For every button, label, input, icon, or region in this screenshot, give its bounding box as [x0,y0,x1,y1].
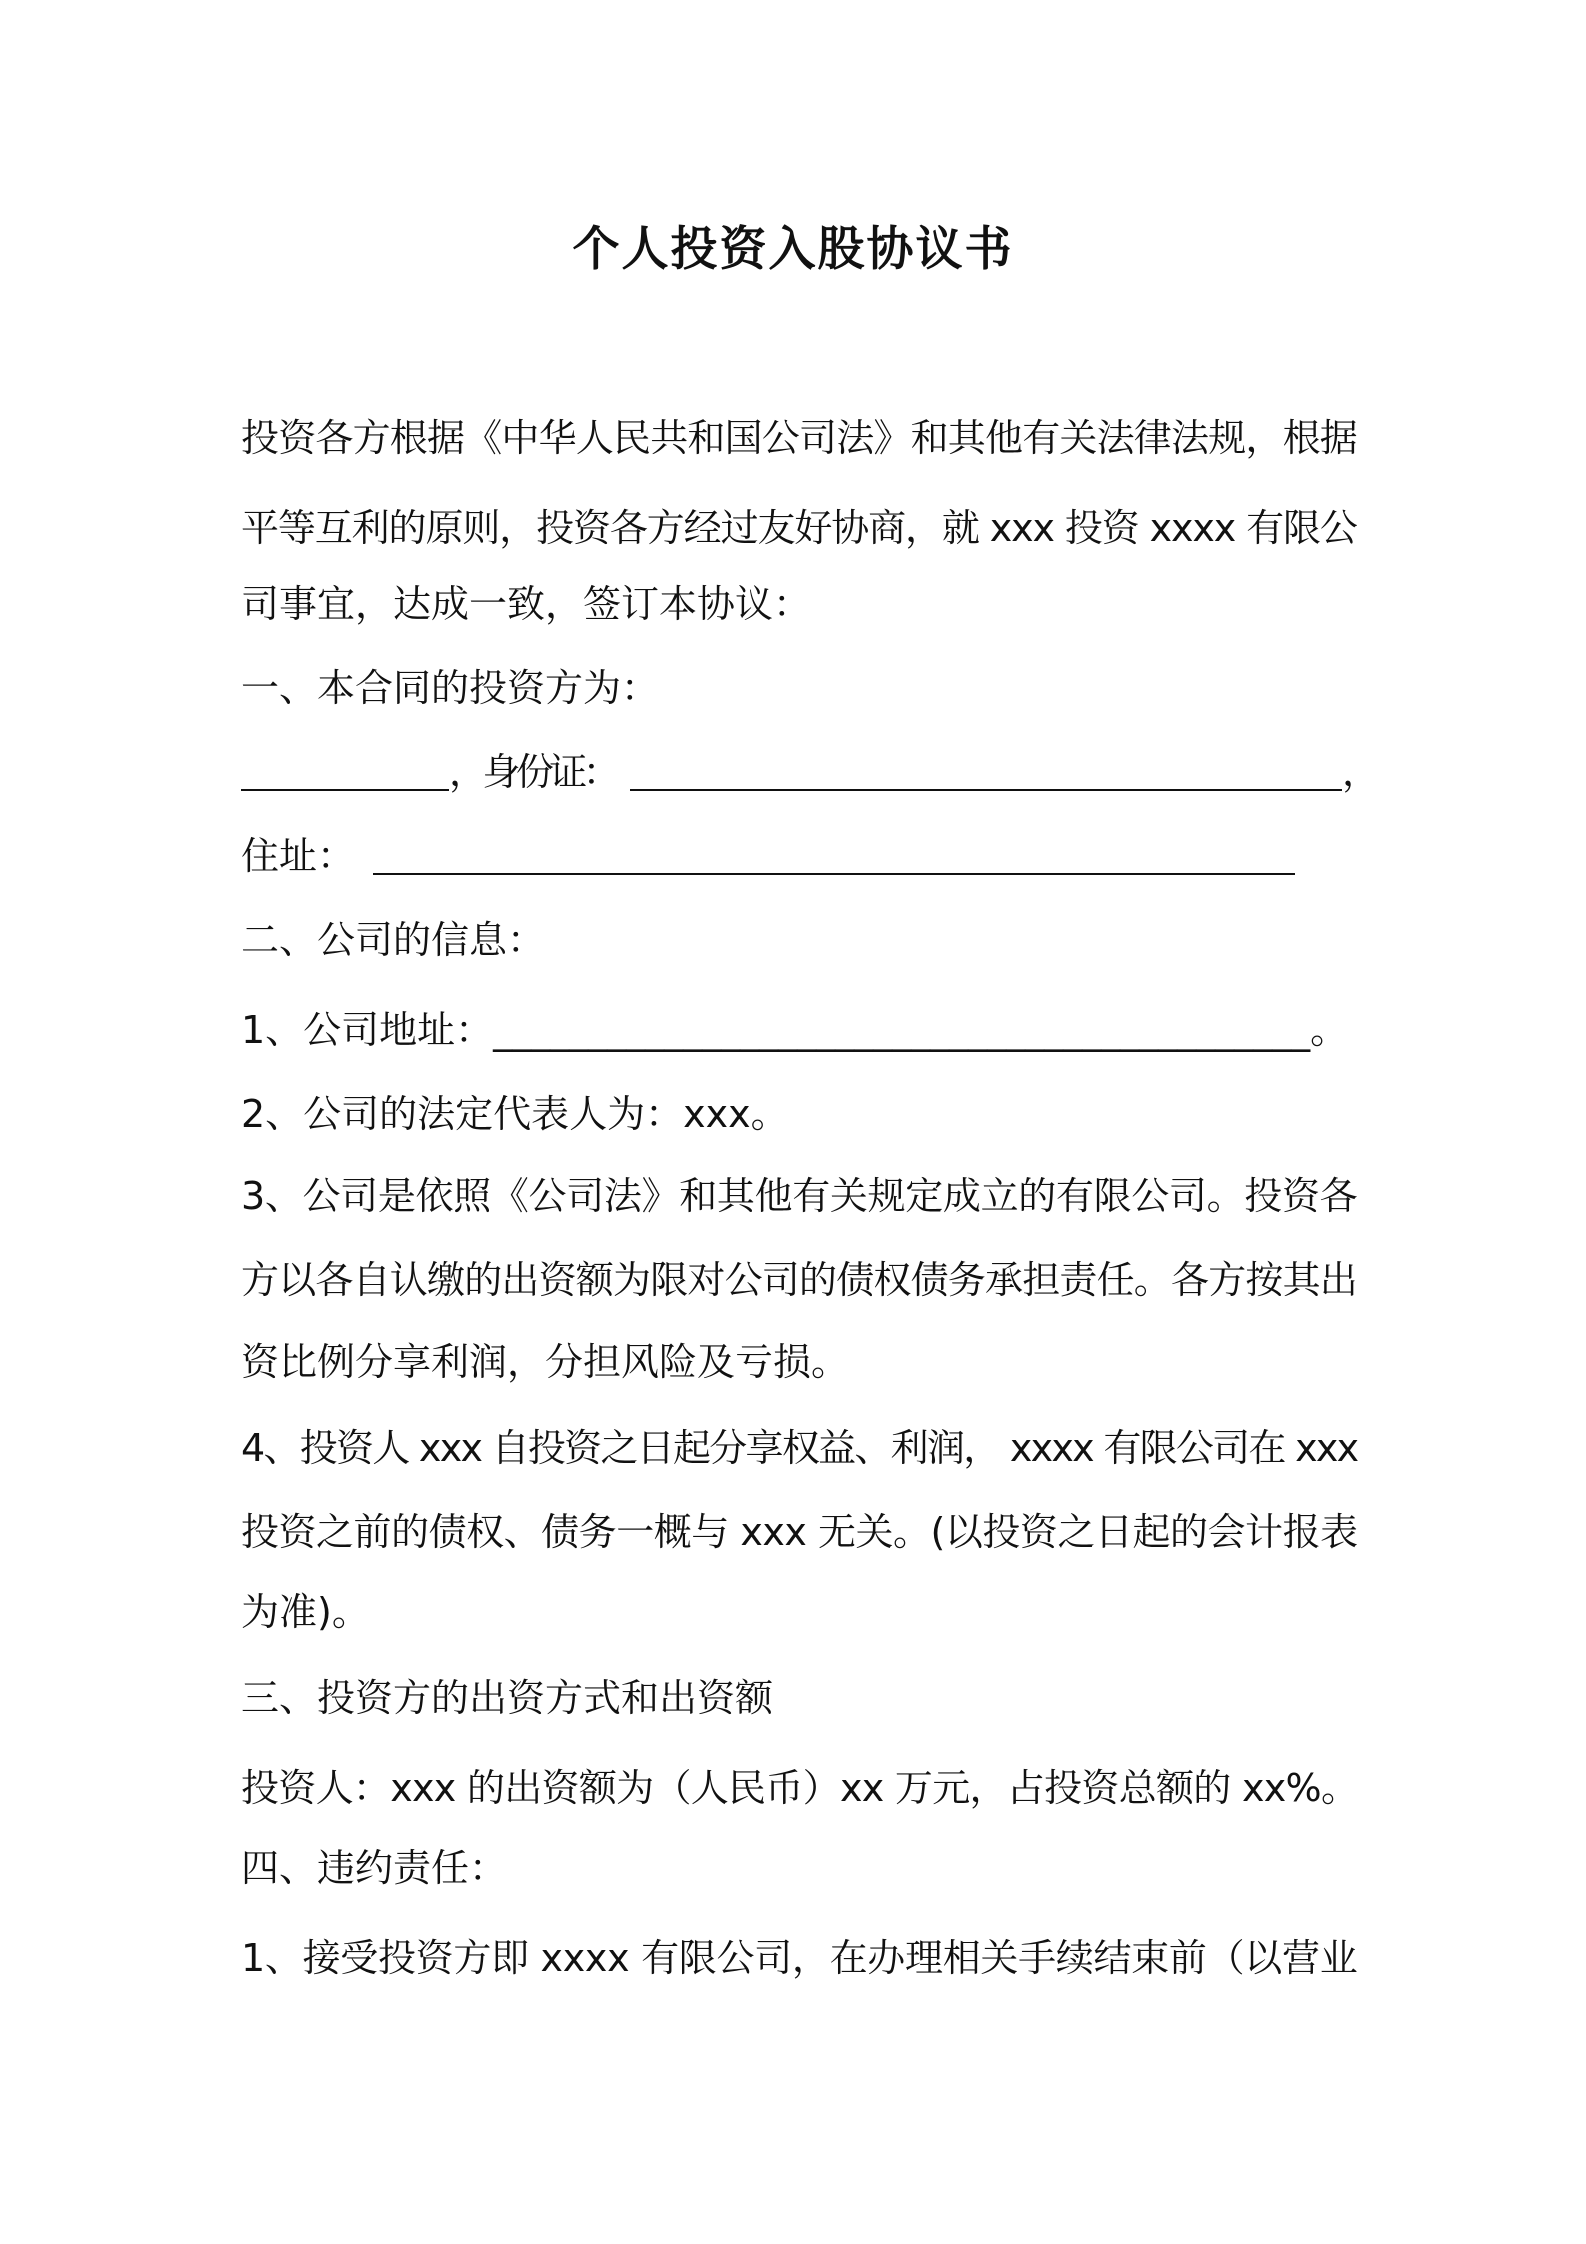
address-blank [373,833,1295,875]
clause-4-line-2: 投资之前的债权、债务一概与 xxx 无关。(以投资之日起的会计报表 [241,1510,1358,1554]
investor-name-blank [241,749,449,791]
investor-address-line [241,830,1295,882]
company-address-line: 1、公司地址：___________________________________________。 [241,1008,1349,1052]
id-card-label: ，身份证： [449,750,617,794]
section-2-heading: 二、公司的信息： [241,918,546,962]
clause-4-line-1: 4、投资人 xxx 自投资之日起分享权益、利润， xxxx 有限公司在 xxx [241,1426,1358,1470]
liability-clause-1-line: 1、接受投资方即 xxxx 有限公司，在办理相关手续结束前（以营业 [241,1936,1358,1980]
investment-amount-line: 投资人：xxx 的出资额为（人民币）xx 万元，占投资总额的 xx%。 [241,1766,1359,1810]
clause-3-line-3: 资比例分享利润，分担风险及亏损。 [241,1340,850,1384]
clause-3-line-1: 3、公司是依照《公司法》和其他有关规定成立的有限公司。投资各 [241,1174,1358,1218]
intro-line-3: 司事宜，达成一致，签订本协议： [241,582,812,626]
section-3-heading: 三、投资方的出资方式和出资额 [241,1676,774,1720]
address-label: 住址： [241,834,356,878]
clause-3-line-2: 方以各自认缴的出资额为限对公司的债权债务承担责任。各方按其出 [241,1258,1358,1302]
legal-rep-line: 2、公司的法定代表人为：xxx。 [241,1092,789,1136]
clause-4-line-3: 为准)。 [241,1590,370,1634]
intro-line-2: 平等互利的原则，投资各方经过友好协商，就 xxx 投资 xxxx 有限公 [241,506,1357,550]
trailing-comma: ， [1342,750,1376,794]
id-card-blank [630,749,1342,791]
section-1-heading: 一、本合同的投资方为： [241,666,660,710]
document-title: 个人投资入股协议书 [572,222,1014,277]
intro-line-1: 投资各方根据《中华人民共和国公司法》和其他有关法律法规，根据 [241,416,1358,460]
section-4-heading: 四、违约责任： [241,1846,508,1890]
investor-name-id-line [241,746,1375,798]
